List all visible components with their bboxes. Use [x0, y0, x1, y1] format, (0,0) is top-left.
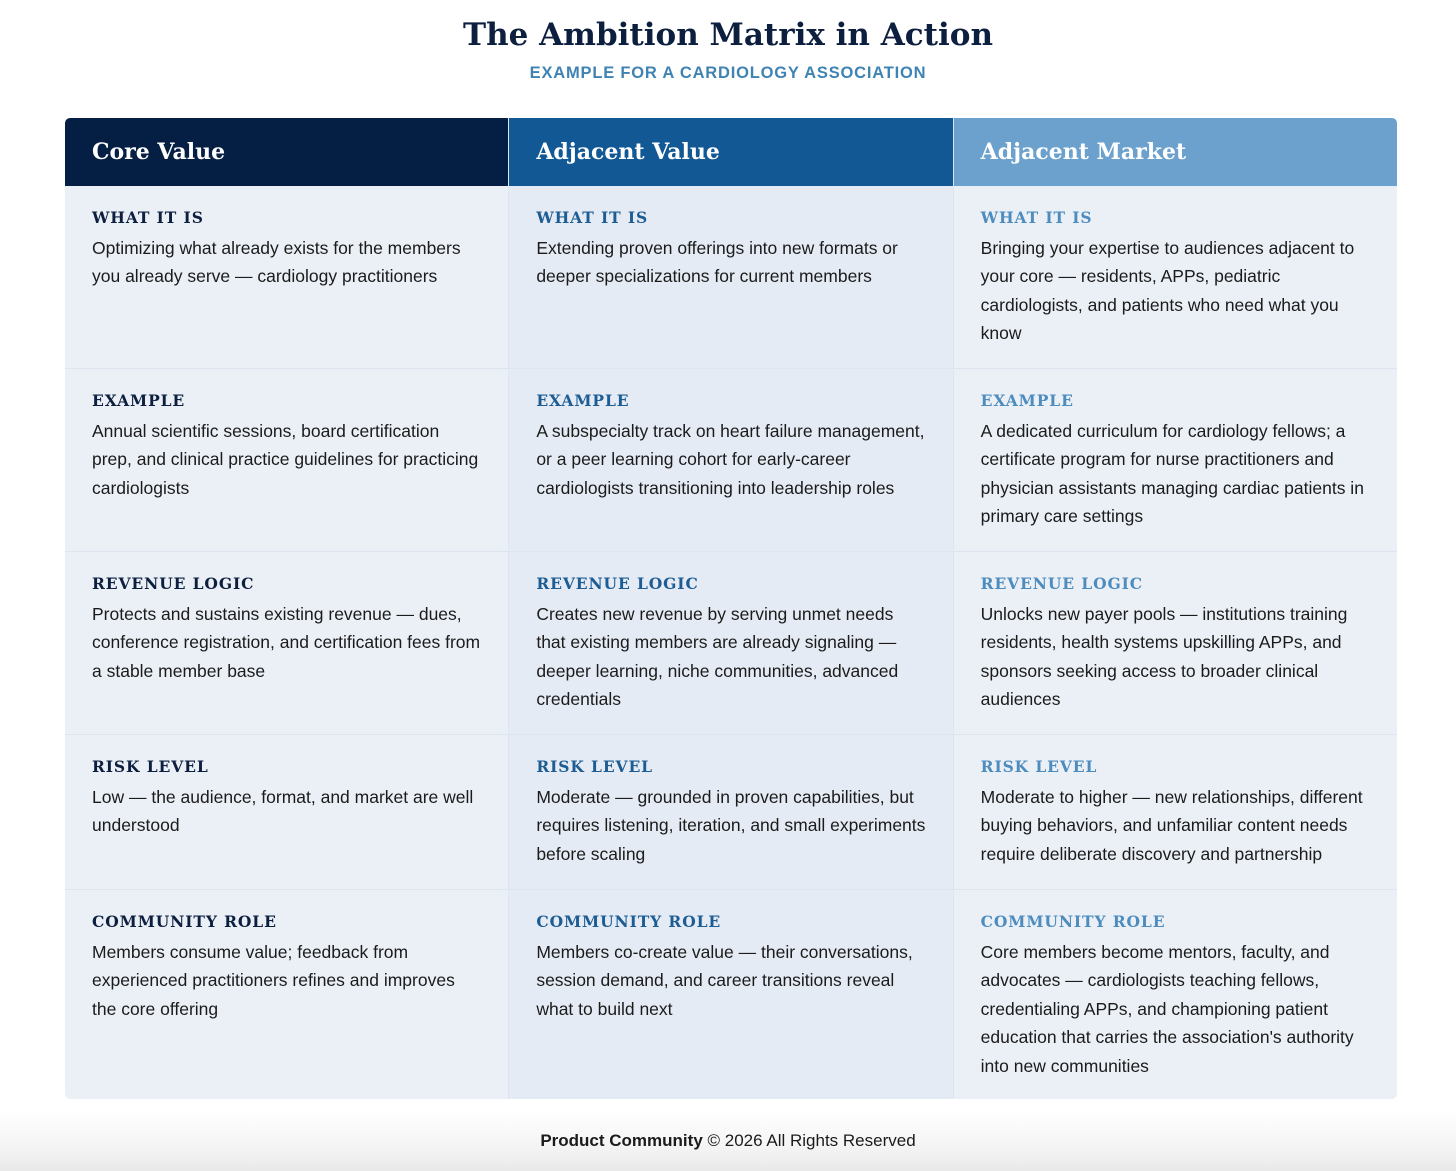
page-footer: [0, 1111, 1456, 1171]
cell-label: RISK LEVEL: [980, 757, 1098, 776]
matrix-cell: [65, 890, 508, 1099]
cell-label: WHAT IT IS: [92, 208, 204, 227]
cell-label: REVENUE LOGIC: [980, 574, 1144, 593]
cell-label: REVENUE LOGIC: [536, 574, 699, 593]
cell-label: WHAT IT IS: [536, 208, 649, 227]
cell-label: EXAMPLE: [980, 391, 1074, 410]
column-header: Adjacent Market: [954, 118, 1397, 186]
matrix-cell: [65, 369, 508, 552]
cell-label: RISK LEVEL: [92, 757, 209, 776]
column-adjacent-value: [508, 118, 952, 1099]
cell-label: EXAMPLE: [536, 391, 630, 410]
matrix-cell: [509, 735, 952, 890]
cell-label: REVENUE LOGIC: [92, 574, 255, 593]
column-adjacent-market: [953, 118, 1397, 1099]
cell-label: COMMUNITY ROLE: [92, 912, 277, 931]
column-core-value: [65, 118, 508, 1099]
cell-text: Members co-create value — their conversations, session demand, and career transitions reveal what to build next: [536, 942, 913, 1019]
cell-text: Core members become mentors, faculty, and advocates — cardiologists teaching fellows, credentialing APPs, and championing patient education that carries the association's authority into new communities: [980, 942, 1354, 1076]
cell-label: WHAT IT IS: [980, 208, 1093, 227]
matrix-cell: [65, 186, 508, 369]
ambition-matrix: [65, 118, 1397, 1099]
matrix-cell: [954, 552, 1397, 735]
matrix-cell: [509, 186, 952, 369]
cell-text: Unlocks new payer pools — institutions training residents, health systems upskilling APPs, and sponsors seeking access to broader clinical audiences: [980, 604, 1348, 710]
cell-text: A subspecialty track on heart failure management, or a peer learning cohort for early-career cardiologists transitioning into leadership roles: [536, 421, 925, 498]
cell-label: COMMUNITY ROLE: [536, 912, 722, 931]
cell-label: RISK LEVEL: [536, 757, 653, 776]
page-header: [0, 0, 1456, 118]
cell-text: Optimizing what already exists for the members you already serve — cardiology practitioners: [92, 238, 461, 287]
cell-text: A dedicated curriculum for cardiology fellows; a certificate program for nurse practitioners and physician assistants managing cardiac patients in primary care settings: [980, 421, 1364, 527]
cell-text: Creates new revenue by serving unmet needs that existing members are already signaling — deeper learning, niche communities, advanced credentials: [536, 604, 899, 710]
matrix-cell: [509, 552, 952, 735]
footer-copyright: © 2026 All Rights Reserved: [707, 1131, 916, 1150]
matrix-cell: [954, 735, 1397, 890]
matrix-cell: [509, 890, 952, 1099]
column-header: Core Value: [65, 118, 508, 186]
cell-text: Extending proven offerings into new formats or deeper specializations for current members: [536, 238, 898, 287]
matrix-cell: [65, 735, 508, 890]
cell-text: Moderate to higher — new relationships, different buying behaviors, and unfamiliar content needs require deliberate discovery and partnership: [980, 787, 1363, 864]
cell-text: Annual scientific sessions, board certification prep, and clinical practice guidelines for practicing cardiologists: [92, 421, 479, 498]
matrix-cell: [954, 186, 1397, 369]
cell-text: Moderate — grounded in proven capabilities, but requires listening, iteration, and small experiments before scaling: [536, 787, 926, 864]
cell-text: Members consume value; feedback from experienced practitioners refines and improves the core offering: [92, 942, 455, 1019]
page-title: The Ambition Matrix in Action: [463, 17, 993, 53]
cell-label: EXAMPLE: [92, 391, 186, 410]
matrix-cell: [65, 552, 508, 735]
cell-label: COMMUNITY ROLE: [980, 912, 1166, 931]
matrix-cell: [954, 890, 1397, 1099]
footer-text: [0, 1131, 1456, 1151]
cell-text: Bringing your expertise to audiences adjacent to your core — residents, APPs, pediatric cardiologists, and patients who need what you know: [980, 238, 1355, 344]
column-header: Adjacent Value: [509, 118, 952, 186]
cell-text: Low — the audience, format, and market are well understood: [92, 787, 474, 836]
matrix-cell: [954, 369, 1397, 552]
footer-brand: Product Community: [540, 1131, 703, 1150]
cell-text: Protects and sustains existing revenue — dues, conference registration, and certification fees from a stable member base: [92, 604, 481, 681]
matrix-cell: [509, 369, 952, 552]
page-subtitle: EXAMPLE FOR A CARDIOLOGY ASSOCIATION: [529, 64, 927, 82]
